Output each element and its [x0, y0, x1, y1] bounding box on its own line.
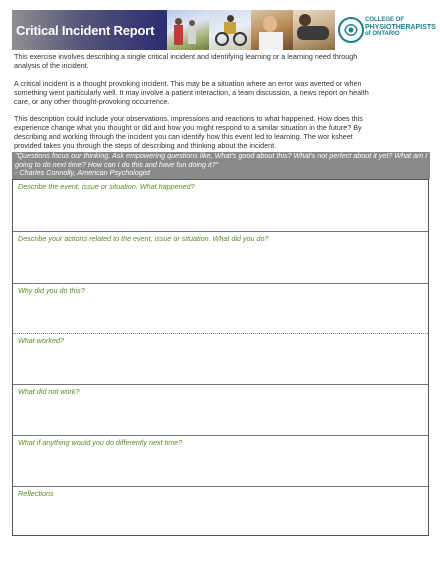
- section-what-worked[interactable]: [13, 334, 428, 385]
- quote-author: - Charles Connolly, American Psychologist: [15, 168, 151, 178]
- section-label: What worked?: [18, 336, 64, 345]
- section-reflections[interactable]: [13, 487, 428, 535]
- section-what-did-not-work[interactable]: [13, 385, 428, 436]
- header-photo-cyclist: [209, 10, 251, 50]
- section-label: What did not work?: [18, 387, 80, 396]
- intro-paragraph-2: A critical incident is a thought provoking incident. This may be a situation where an error was averted or when something went particularly well. It may involve a patient interaction, a team discussion, a news report on health care, or any other thought-provoking occurrence.: [14, 79, 369, 106]
- page-title: Critical Incident Report: [16, 23, 155, 38]
- logo-wordmark: [365, 17, 436, 38]
- quote-box: [12, 152, 430, 179]
- section-actions[interactable]: [13, 232, 428, 284]
- logo-line: COLLEGE OF: [365, 17, 404, 23]
- section-label: Why did you do this?: [18, 286, 85, 295]
- section-label: Reflections: [18, 489, 54, 498]
- section-differently[interactable]: [13, 436, 428, 487]
- intro-paragraph-3: This description could include your observations, impressions and reactions to what happened. How does this experience change what you thought or did and how you might respond to a similar situation in the future? By describing and working through the incident you can identify how this event led to learning. The wor ksheet provided takes you through the steps of describing and thinking about the incident.: [14, 114, 363, 150]
- header-photo-strip: [167, 10, 335, 50]
- section-what-happened[interactable]: [13, 180, 428, 232]
- header-photo-portrait: [251, 10, 293, 50]
- logo-line: of ONTARIO: [365, 31, 400, 37]
- college-logo: [335, 10, 436, 50]
- section-why[interactable]: [13, 284, 428, 334]
- section-label: What if anything would you do differently next time?: [18, 438, 183, 447]
- header-photo-walkers: [167, 10, 209, 50]
- intro-paragraph-1: This exercise involves describing a single critical incident and identifying learning or a learning need through analysis of the incident.: [14, 52, 358, 70]
- quote-text: "Questions focus our thinking. Ask empowering questions like, What's good about this? What's not perfect about it yet? What am I going to do next time? How can I do this and have fun doing it?": [15, 151, 428, 169]
- page-header: [12, 10, 436, 50]
- college-logo-icon: [337, 15, 365, 45]
- section-label: Describe the event, issue or situation. What happened?: [18, 182, 195, 191]
- logo-line: PHYSIOTHERAPISTS: [365, 24, 436, 31]
- worksheet-form: [12, 179, 429, 536]
- title-bar: [12, 10, 167, 50]
- section-label: Describe your actions related to the event, issue or situation. What did you do?: [18, 234, 269, 243]
- header-photo-therapy: [293, 10, 335, 50]
